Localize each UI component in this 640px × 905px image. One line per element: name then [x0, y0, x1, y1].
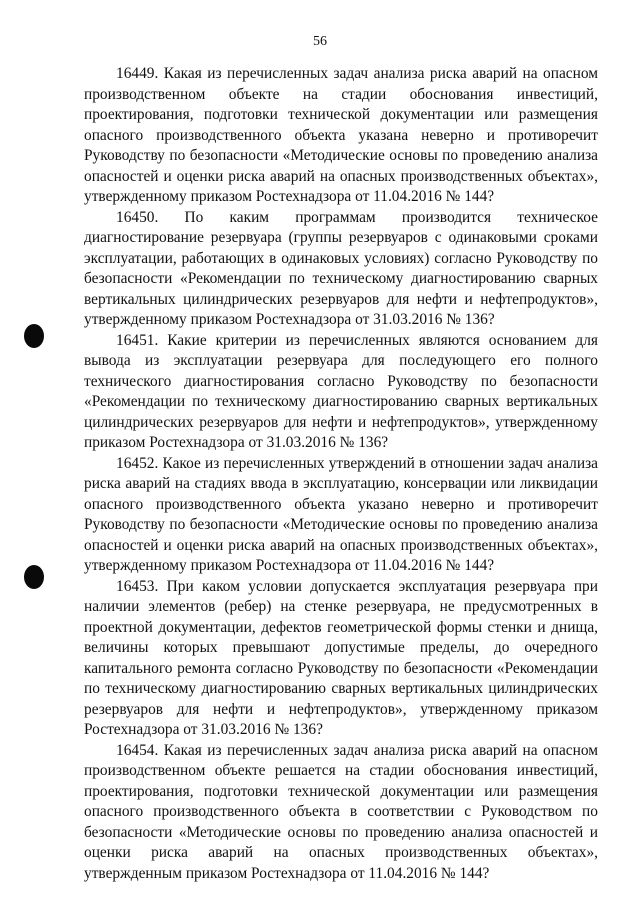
page-number: 56	[313, 34, 327, 49]
question-16451: 16451. Какие критерии из перечисленных являются основанием для вывода из эксплуатации резервуара для последующего его полного технического диагностирования согласно Руководству по безопасности «Рекомендации по техническому диагностированию сварных вертикальных цилиндрических резервуаров для нефти и нефтепродуктов», утвержденному приказом Ростехнадзора от 31.03.2016 № 136?	[84, 331, 598, 451]
question-16452: 16452. Какое из перечисленных утверждений в отношении задач анализа риска аварий на стадиях ввода в эксплуатацию, консервации или ликвидации опасного производственного объекта указано неверно и противоречит Руководству по безопасности «Методические основы по проведению анализа опасностей и оценки риска аварий на опасных производственных объектах», утвержденному приказом Ростехнадзора от 11.04.2016 № 144?	[84, 454, 598, 574]
punch-hole-mark	[24, 565, 44, 589]
punch-hole-mark	[24, 324, 44, 348]
document-body	[84, 64, 598, 884]
question-16450: 16450. По каким программам производится техническое диагностирование резервуара (группы резервуаров с одинаковыми сроками эксплуатации, работающих в одинаковых условиях) согласно Руководству по безопасности «Рекомендации по техническому диагностированию сварных вертикальных цилиндрических резервуаров для нефти и нефтепродуктов», утвержденному приказом Ростехнадзора от 31.03.2016 № 136?	[84, 208, 598, 328]
question-16454: 16454. Какая из перечисленных задач анализа риска аварий на опасном производственном объекте решается на стадии обоснования инвестиций, проектирования, подготовки технической документации или размещения опасного производственного объекта в соответствии с Руководством по безопасности «Методические основы по проведению анализа опасностей и оценки риска аварий на опасных производственных объектах», утвержденным приказом Ростехнадзора от 11.04.2016 № 144?	[84, 741, 598, 882]
question-16453: 16453. При каком условии допускается эксплуатация резервуара при наличии элементов (ребер) на стенке резервуара, не предусмотренных в проектной документации, дефектов геометрической формы стенки и днища, величины которых превышают допустимые пределы, до очередного капитального ремонта согласно Руководству по безопасности «Рекомендации по техническому диагностированию сварных вертикальных цилиндрических резервуаров для нефти и нефтепродуктов», утвержденному приказом Ростехнадзора от 31.03.2016 № 136?	[84, 577, 598, 738]
question-16449: 16449. Какая из перечисленных задач анализа риска аварий на опасном производственном объекте на стадии обоснования инвестиций, проектирования, подготовки технической документации или размещения опасного производственного объекта указана неверно и противоречит Руководству по безопасности «Методические основы по проведению анализа опасностей и оценки риска аварий на опасных производственных объектах», утвержденному приказом Ростехнадзора от 11.04.2016 № 144?	[84, 65, 598, 205]
